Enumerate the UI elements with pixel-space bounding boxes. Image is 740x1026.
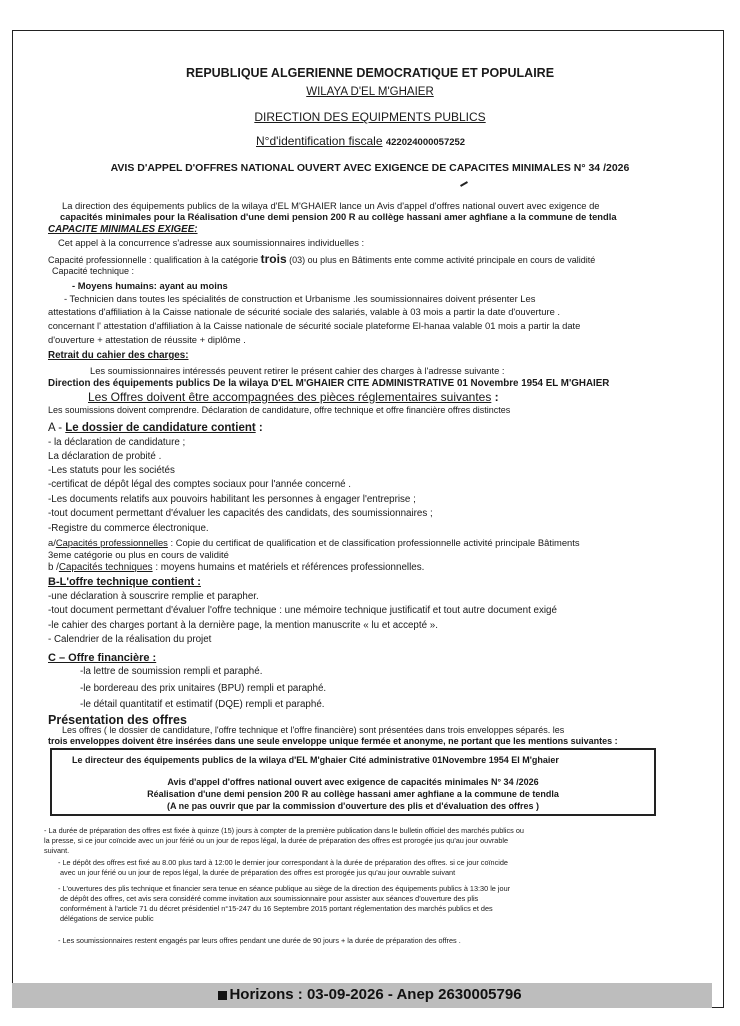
note-2b: avec un jour férié ou un jour de repos légal, la durée de préparation des offres est prorogée jus qu'au jour ouvrable suivant <box>60 868 456 877</box>
financiere-item: -le bordereau des prix unitaires (BPU) rempli et paraphé. <box>80 683 327 694</box>
dossier-item: -certificat de dépôt légal des comptes sociaux pour l'année concerné . <box>48 479 352 490</box>
financiere-item: -la lettre de soumission rempli et paraphé. <box>80 666 263 677</box>
note-1c: suivant. <box>44 846 70 855</box>
note-3d: délégations de service public <box>60 914 154 923</box>
dossier-heading-b: Le dossier de candidature contient <box>65 422 256 434</box>
retrait-heading: Retrait du cahier des charges: <box>48 350 189 361</box>
technique-heading: B-L'offre technique contient : <box>48 576 201 588</box>
capacite-line-7: concernant l' attestation d'affiliation à la Caisse nationale de sécurité sociale plateforme El-hanaa valable 01 mois a partir la date <box>48 320 581 331</box>
capacite-line-8: d'ouverture + attestation de réussite + diplôme . <box>48 334 246 345</box>
cap-tech-a: b / <box>48 562 59 573</box>
retrait-line-1: Les soumissionnaires intéressés peuvent retirer le présent cahier des charges à l'adresse suivante : <box>90 365 505 376</box>
nif-value: 422024000057252 <box>385 137 466 148</box>
capacite-pro-rest: (03) ou plus en Bâtiments ente comme activité principale en cours de validité <box>286 255 596 265</box>
dossier-item: La déclaration de probité . <box>48 451 162 462</box>
dossier-heading-a: A - <box>48 422 66 434</box>
note-3c: conformément à l'article 71 du décret présidentiel n°15-247 du 16 Septembre 2015 portant réglementation des marchés publics et des <box>60 904 493 913</box>
capacite-line-1: Cet appel à la concurrence s'adresse aux soumissionnaires individuelles : <box>58 237 365 248</box>
cap-tech-b: Capacités techniques <box>58 562 153 573</box>
cap-tech-line <box>48 562 424 573</box>
technique-item: -une déclaration à souscrire remplie et parapher. <box>48 591 259 602</box>
note-4: - Les soumissionnaires restent engagés par leurs offres pendant une durée de 90 jours + la durée de préparation des offres . <box>58 936 461 945</box>
note-1a: - La durée de préparation des offres est fixée à quinze (15) jours à compter de la première publication dans le bulletin officiel des marchés publics ou <box>44 826 524 835</box>
intro-line-2: capacités minimales pour la Réalisation d'une demi pension 200 R au collège hassani amer aghfiane a la commune de tendla <box>60 211 617 222</box>
capacite-line-5: - Technicien dans toutes les spécialités de construction et Urbanisme .les soumissionnaires doivent présenter Les <box>64 293 536 304</box>
retrait-line-2: Direction des équipements publics De la wilaya D'EL M'GHAIER CITE ADMINISTRATIVE 01 Novembre 1954 EL M'GHAIER <box>48 378 610 389</box>
direction-heading: DIRECTION DES EQUIPMENTS PUBLICS <box>254 110 486 124</box>
note-1b: la presse, si ce jour coïncide avec un jour férié ou un jour de repos légal, la durée de préparation des offres est prorogée jus qu'au jour ouvrable <box>44 836 509 845</box>
footer-credit <box>0 986 740 1003</box>
note-3a: - L'ouvertures des plis technique et financier sera tenue en séance publique au siège de la direction des équipements publics à 13:30 le jour <box>58 884 511 893</box>
technique-item: -le cahier des charges portant à la dernière page, la mention manuscrite « lu et accepté ». <box>48 620 438 631</box>
envelope-line-4: (A ne pas ouvrir que par la commission d'ouverture des plis et d'évaluation des offres ) <box>166 801 540 811</box>
capacite-heading: CAPACITE MINIMALES EXIGEE: <box>48 224 198 235</box>
footer-text: Horizons : 03-09-2026 - Anep 2630005796 <box>229 986 522 1003</box>
cap-pro-b: Capacités professionnelles <box>55 537 168 548</box>
retrait-line-4: Les soumissions doivent comprendre. Déclaration de candidature, offre technique et offre financière offres distinctes <box>48 405 511 415</box>
pieces-colon: : <box>491 390 499 404</box>
technique-item: - Calendrier de la réalisation du projet <box>48 634 212 645</box>
note-2a: - Le dépôt des offres est fixé au 8.00 plus tard à 12:00 le dernier jour correspondant à la durée de préparation des offres. si ce jour coïncide <box>58 858 508 867</box>
retrait-line-3 <box>88 390 499 404</box>
capacite-pro-label: Capacité professionnelle : qualification à la catégorie <box>48 255 261 265</box>
dossier-item: -Registre du commerce électronique. <box>48 523 209 534</box>
capacite-line-3: Capacité technique : <box>52 266 135 276</box>
dossier-heading-c: : <box>255 422 263 434</box>
nif-line <box>256 134 465 148</box>
envelope-line-1: Le directeur des équipements publics de la wilaya d'EL M'ghaier Cité administrative 01Novembre 1954 El M'ghaier <box>72 755 559 765</box>
cap-tech-c: : moyens humains et matériels et références professionnelles. <box>152 562 425 573</box>
note-3b: de dépôt des offres, cet avis sera considéré comme invitation aux soumissionnaire pour assister aux séances d'ouverture des plis <box>60 894 479 903</box>
envelope-line-2: Avis d'appel d'offres national ouvert avec exigence de capacités minimales N° 34 /2026 <box>167 777 539 787</box>
presentation-heading: Présentation des offres <box>48 713 187 727</box>
cap-pro-line-2: 3eme catégorie ou plus en cours de validité <box>48 549 229 560</box>
envelope-line-3: Réalisation d'une demi pension 200 R au collège hassani amer aghfiane a la commune de tendla <box>147 789 559 799</box>
cap-pro-a: a/ <box>48 537 56 548</box>
dossier-item: -tout document permettant d'évaluer les capacités des candidats, des soumissionnaires ; <box>48 508 433 519</box>
capacite-line-2 <box>48 252 595 266</box>
dossier-item: -Les statuts pour les sociétés <box>48 465 175 476</box>
cap-pro-c: : Copie du certificat de qualification et de classification professionnelle activité principale Bâtiments <box>167 537 580 548</box>
tender-title: AVIS D'APPEL D'OFFRES NATIONAL OUVERT AVEC EXIGENCE DE CAPACITES MINIMALES N° 34 /2026 <box>110 162 630 174</box>
technique-item: -tout document permettant d'évaluer l'offre technique : une mémoire technique justificatif et tout autre document exigé <box>48 605 557 616</box>
cap-pro-line <box>48 537 580 548</box>
financiere-item: -le détail quantitatif et estimatif (DQE) rempli et paraphé. <box>80 699 325 710</box>
presentation-line-1: Les offres ( le dossier de candidature, l'offre technique et l'offre financière) sont présentées dans trois enveloppes séparés. les <box>62 725 565 735</box>
dossier-item: - la déclaration de candidature ; <box>48 437 186 448</box>
pieces-heading: Les Offres doivent être accompagnées des pièces réglementaires suivantes <box>88 390 492 404</box>
capacite-line-6: attestations d'affiliation à la Caisse nationale de sécurité sociale des salariés, valable à 03 mois a partir la date d'ouverture . <box>48 306 561 317</box>
nif-label: N°d'identification fiscale <box>256 134 383 148</box>
capacite-line-4: - Moyens humains: ayant au moins <box>72 280 228 291</box>
financiere-heading: C – Offre financière : <box>48 652 157 664</box>
dossier-heading <box>48 422 263 434</box>
wilaya-heading: WILAYA D'EL M'GHAIER <box>306 86 434 98</box>
presentation-line-2: trois enveloppes doivent être insérées dans une seule enveloppe unique fermée et anonyme, ne portant que les mentions suivantes : <box>48 736 618 746</box>
dossier-item: -Les documents relatifs aux pouvoirs habilitant les personnes à engager l'entreprise ; <box>48 494 416 505</box>
intro-line-1: La direction des équipements publics de la wilaya d'EL M'GHAIER lance un Avis d'appel d'offres national ouvert avec exigence de <box>62 200 600 211</box>
square-bullet-icon <box>218 991 227 1000</box>
republic-heading: REPUBLIQUE ALGERIENNE DEMOCRATIQUE ET POPULAIRE <box>185 66 555 80</box>
capacite-category: trois <box>260 252 287 266</box>
